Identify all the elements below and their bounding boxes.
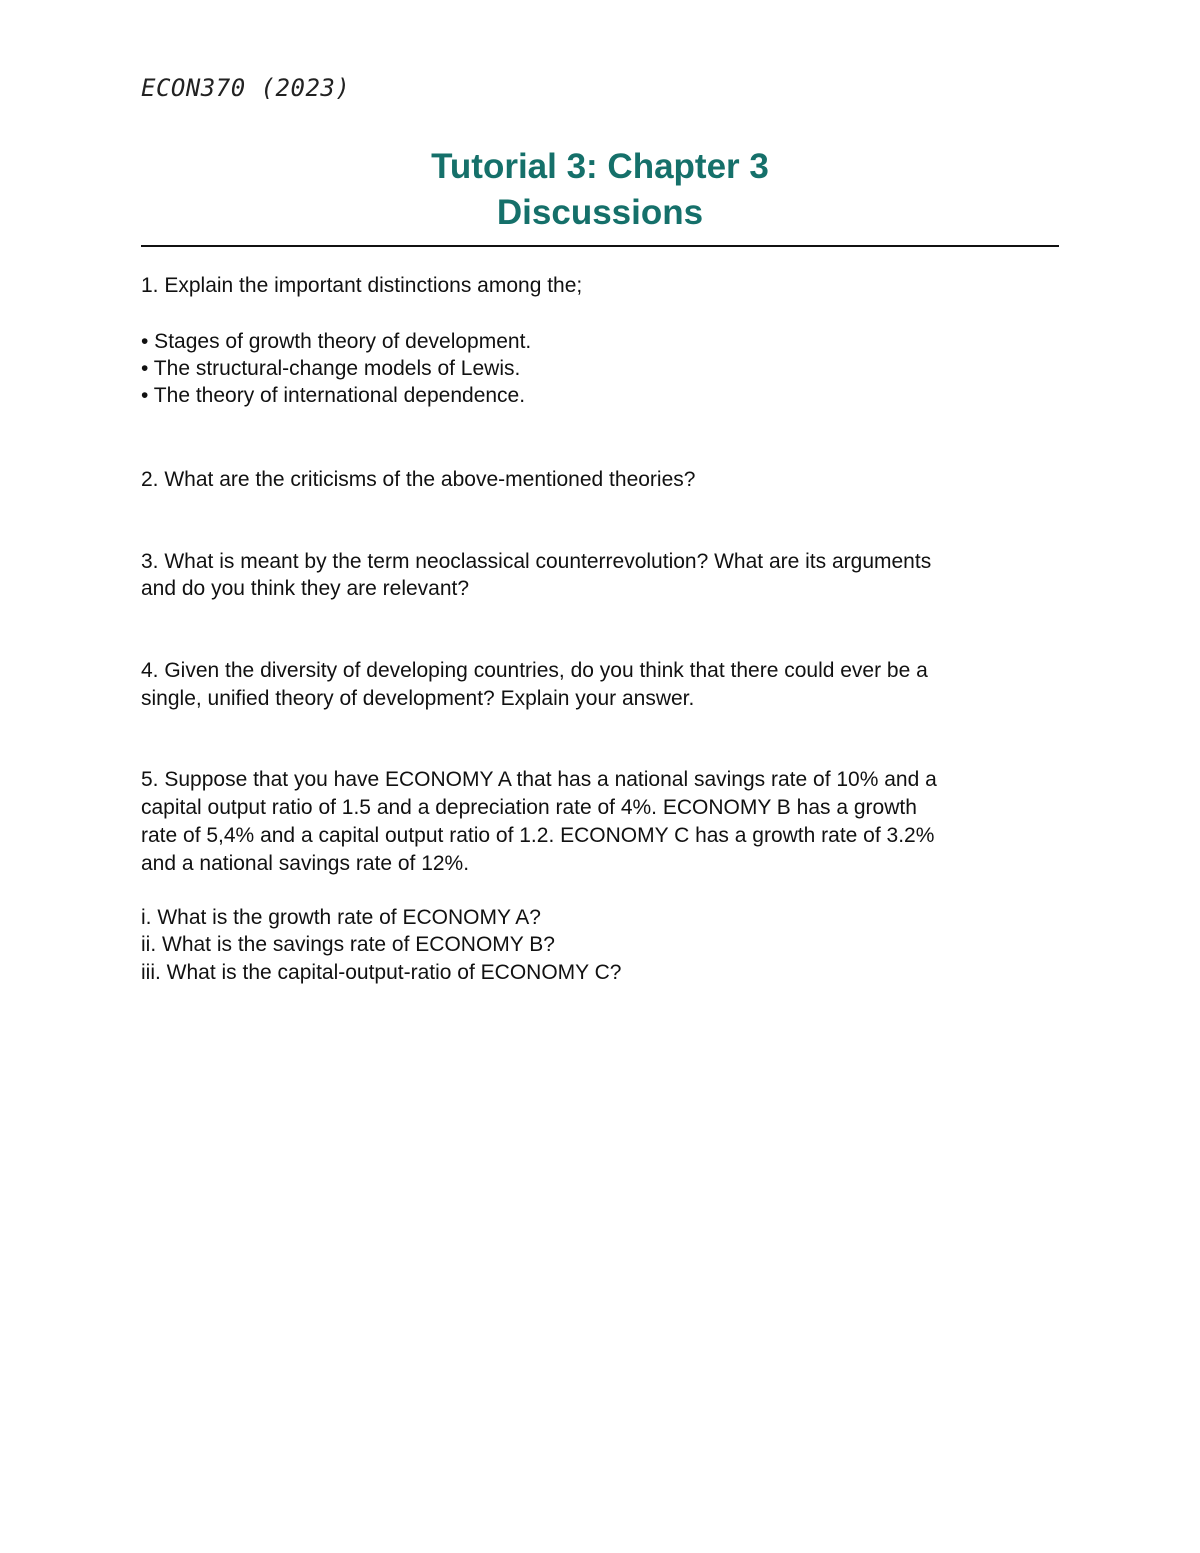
page-title-line-1: Tutorial 3: Chapter 3	[431, 147, 769, 186]
question-1-bullet-2: • The structural-change models of Lewis.	[141, 357, 521, 380]
question-5-subpart-ii: ii. What is the savings rate of ECONOMY B?	[141, 933, 555, 956]
question-5-line-3: rate of 5,4% and a capital output ratio of 1.2. ECONOMY C has a growth rate of 3.2%	[141, 824, 935, 847]
question-5-line-1: 5. Suppose that you have ECONOMY A that has a national savings rate of 10% and a	[141, 768, 937, 791]
course-code: ECON370 (2023)	[141, 74, 351, 102]
question-3-line-1: 3. What is meant by the term neoclassical counterrevolution? What are its arguments	[141, 550, 932, 573]
question-1-bullet-3: • The theory of international dependence.	[141, 384, 526, 407]
title-divider	[141, 245, 1059, 247]
question-3-line-2: and do you think they are relevant?	[141, 577, 470, 600]
question-5-line-4: and a national savings rate of 12%.	[141, 852, 470, 875]
question-4-line-1: 4. Given the diversity of developing countries, do you think that there could ever be a	[141, 659, 928, 682]
question-5-subpart-iii: iii. What is the capital-output-ratio of ECONOMY C?	[141, 961, 622, 984]
question-1-intro: 1. Explain the important distinctions among the;	[141, 274, 583, 297]
page-title-line-2: Discussions	[496, 193, 704, 232]
question-5-line-2: capital output ratio of 1.5 and a depreciation rate of 4%. ECONOMY B has a growth	[141, 796, 917, 819]
question-4-line-2: single, unified theory of development? Explain your answer.	[141, 687, 695, 710]
question-5-subpart-i: i. What is the growth rate of ECONOMY A?	[141, 906, 541, 929]
question-2: 2. What are the criticisms of the above-mentioned theories?	[141, 468, 696, 491]
question-1-bullet-1: • Stages of growth theory of development.	[141, 330, 532, 353]
